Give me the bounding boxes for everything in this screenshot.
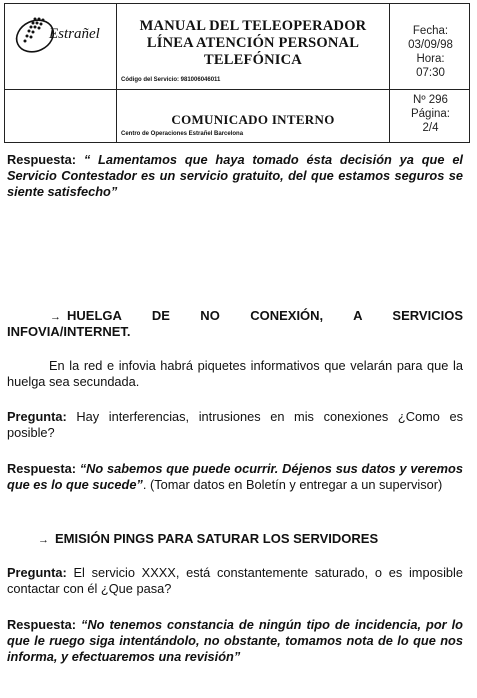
hora-label: Hora: [416, 53, 445, 65]
section-title: EMISIÓN PINGS PARA SATURAR LOS SERVIDORES [55, 531, 379, 546]
fecha-label: Fecha: [412, 25, 449, 37]
document-header [4, 3, 470, 143]
number-page-block [390, 93, 471, 135]
title-line: LÍNEA ATENCIÓN PERSONAL [146, 35, 360, 51]
section-heading-huelga [50, 308, 463, 325]
pregunta-text: El servicio XXXX, está constantemente saturado, o es imposible contactar con él ¿Que pasa? [7, 565, 464, 596]
title-line: MANUAL DEL TELEOPERADOR [139, 18, 367, 34]
section-heading-huelga-2: INFOVIA/INTERNET. [7, 324, 131, 339]
section-title: HUELGA DE NO CONEXIÓN, A SERVICIOS [67, 308, 463, 323]
service-code: Código del Servicio: 981006046011 [121, 77, 221, 83]
pagina-label: Página: [410, 108, 450, 120]
document-number: Nº 296 [413, 94, 448, 106]
pregunta-2 [7, 565, 463, 597]
manual-title [117, 18, 389, 69]
respuesta-1 [7, 152, 463, 200]
centro-operaciones: Centro de Operaciones Estrañel Barcelona [121, 131, 244, 137]
header-divider [5, 89, 116, 90]
huelga-paragraph: En la red e infovia habrá piquetes informativos que velarán para que la huelga sea secundada. [7, 358, 463, 389]
respuesta-text: “No sabemos que puede ocurrir. Déjenos sus datos y veremos que es lo que sucede” [7, 461, 463, 492]
respuesta-label: Respuesta: [7, 617, 76, 632]
title-line: TELEFÓNICA [204, 52, 302, 68]
section-heading-pings [38, 531, 378, 548]
pagina-value: 2/4 [422, 122, 439, 134]
fecha-value: 03/09/98 [408, 39, 453, 51]
respuesta-text: “ Lamentamos que haya tomado ésta decisión ya que el Servicio Contestador es un servicio gratuito, del que estamos seguros se siente satisfecho” [7, 152, 463, 199]
date-time-block [390, 24, 471, 80]
comunicado-title: COMUNICADO INTERNO [171, 112, 335, 127]
pregunta-label: Pregunta: [7, 409, 67, 424]
respuesta-text: “No tenemos constancia de ningún tipo de incidencia, por lo que le ruego siga intentándolo, no obstante, tomamos nota de lo que nos informa, y efectuaremos una revisión” [7, 617, 463, 664]
arrow-icon: → [38, 534, 49, 546]
respuesta-3 [7, 617, 463, 665]
respuesta-label: Respuesta: [7, 461, 76, 476]
respuesta-2 [7, 461, 463, 493]
logo-text: Estrañel [49, 26, 100, 42]
respuesta-label: Respuesta: [7, 152, 76, 167]
pregunta-text: Hay interferencias, intrusiones en mis conexiones ¿Como es posible? [7, 409, 464, 440]
pregunta-1 [7, 409, 463, 441]
header-divider [116, 89, 469, 90]
respuesta-note: . (Tomar datos en Boletín y entregar a un supervisor) [142, 477, 443, 492]
arrow-icon: → [50, 311, 61, 323]
pregunta-label: Pregunta: [7, 565, 67, 580]
hora-value: 07:30 [416, 67, 445, 79]
